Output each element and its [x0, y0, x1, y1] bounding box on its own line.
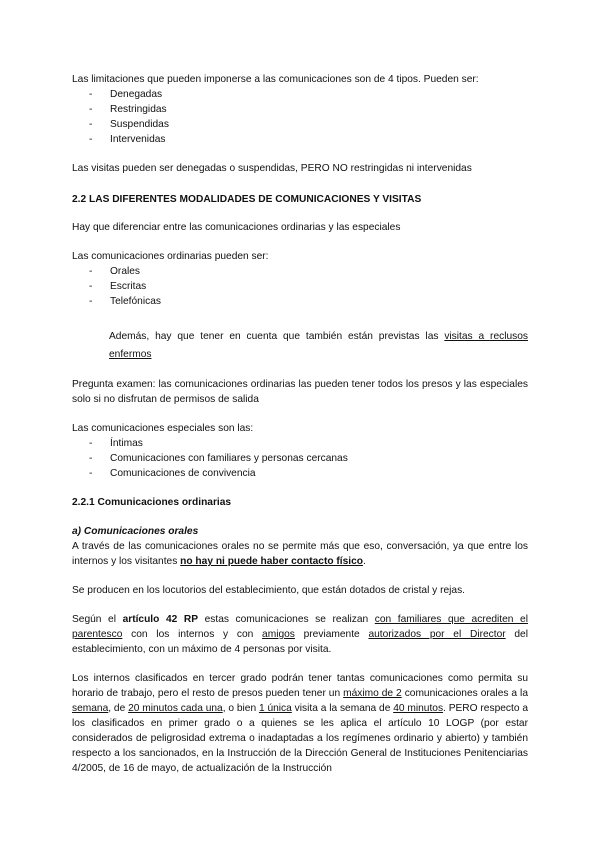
articulo-42-bold: artículo 42 RP	[122, 614, 199, 625]
list-item: - Comunicaciones con familiares y personas cercanas	[72, 451, 528, 466]
semana-underlined: semana	[72, 703, 109, 714]
list-item: - Intervenidas	[72, 132, 528, 147]
diferenciar-paragraph: Hay que diferenciar entre las comunicaciones ordinarias y las especiales	[72, 222, 401, 233]
text-run: comunicaciones orales a la	[401, 688, 528, 699]
ordinarias-block	[72, 249, 528, 309]
note-text-lead: Además, hay que tener en cuenta que también están previstas las	[109, 331, 445, 342]
familiares-underlined: con familiares que acrediten el parentesco	[72, 614, 528, 640]
intro-paragraph	[72, 72, 528, 147]
visitas-note: Las visitas pueden ser denegadas o suspendidas, PERO NO restringidas ni intervenidas	[72, 163, 472, 174]
note-bullet-item	[89, 328, 528, 364]
list-item: - Suspendidas	[72, 117, 528, 132]
section-heading-2-2-1: 2.2.1 Comunicaciones ordinarias	[72, 497, 232, 508]
text-run: visita a la semana de	[291, 703, 394, 714]
visitas-reclusos-link: visitas a reclusos enfermos	[109, 331, 528, 360]
40-minutos-underlined: 40 minutos	[393, 703, 444, 714]
note-text	[109, 328, 528, 364]
list-item: - Escritas	[72, 279, 528, 294]
text-run: , de	[108, 703, 129, 714]
subheading-orales: a) Comunicaciones orales	[72, 526, 199, 537]
limitaciones-list	[72, 87, 528, 147]
text-run: Según el	[72, 614, 123, 625]
orales-end: .	[363, 556, 366, 567]
list-item: - Comunicaciones de convivencia	[72, 466, 528, 481]
list-item: - Orales	[72, 264, 528, 279]
director-underlined: autorizados por el Director	[368, 629, 506, 640]
locutorios-paragraph: Se producen en los locutorios del establecimiento, que están dotados de cristal y rejas.	[72, 585, 466, 596]
articulo-42-paragraph	[72, 612, 528, 657]
unica-underlined: 1 única	[258, 703, 292, 714]
especiales-list	[72, 436, 528, 481]
section-heading-2-2: 2.2 LAS DIFERENTES MODALIDADES DE COMUNICACIONES Y VISITAS	[72, 194, 422, 205]
20-minutos-underlined: 20 minutos cada una	[128, 703, 223, 714]
text-run: estas comunicaciones se realizan	[198, 614, 375, 625]
especiales-block	[72, 421, 528, 481]
text-run: Los internos clasificados en tercer grado podrán tener tantas comunicaciones como permita su horario de trabajo, pero el resto de presos pueden tener un	[72, 673, 528, 699]
text-run: previamente	[294, 629, 369, 640]
tercer-grado-paragraph	[72, 671, 528, 776]
orales-text: A través de las comunicaciones orales no se permite más que eso, conversación, ya que entre los internos y los visitantes	[72, 541, 528, 567]
intro-text: Las limitaciones que pueden imponerse a las comunicaciones son de 4 tipos. Pueden ser:	[72, 74, 479, 85]
text-run: , o bien	[222, 703, 259, 714]
no-contacto-emphasis: no hay ni puede haber contacto físico	[180, 556, 363, 567]
list-item: - Restringidas	[72, 102, 528, 117]
list-item: - Denegadas	[72, 87, 528, 102]
text-run: con los internos y con	[122, 629, 263, 640]
maximo-2-underlined: máximo de 2	[343, 688, 402, 699]
list-item: - Íntimas	[72, 436, 528, 451]
list-item: - Telefónicas	[72, 294, 528, 309]
amigos-underlined: amigos	[262, 629, 295, 640]
text-run: . PERO respecto a los clasificados en primer grado o a quienes se les aplica el artículo 10 LOGP (por estar considerados de peligrosidad extrema o inadaptadas a los regímenes ordinario y abierto) y también respecto a los sancionados, en la Instrucción de la Dirección General de Instituciones Penitenciarias 4/2005, de 16 de mayo, de actualización de la Instrucción	[72, 703, 528, 774]
ordinarias-intro: Las comunicaciones ordinarias pueden ser:	[72, 251, 269, 262]
text-run: del establecimiento, con un máximo de 4 personas por visita.	[72, 629, 528, 655]
exam-question: Pregunta examen: las comunicaciones ordinarias las pueden tener todos los presos y las especiales solo si no disfrutan de permisos de salida	[72, 379, 528, 405]
orales-paragraph	[72, 539, 528, 569]
ordinarias-list	[72, 264, 528, 309]
especiales-intro: Las comunicaciones especiales son las:	[72, 423, 254, 434]
